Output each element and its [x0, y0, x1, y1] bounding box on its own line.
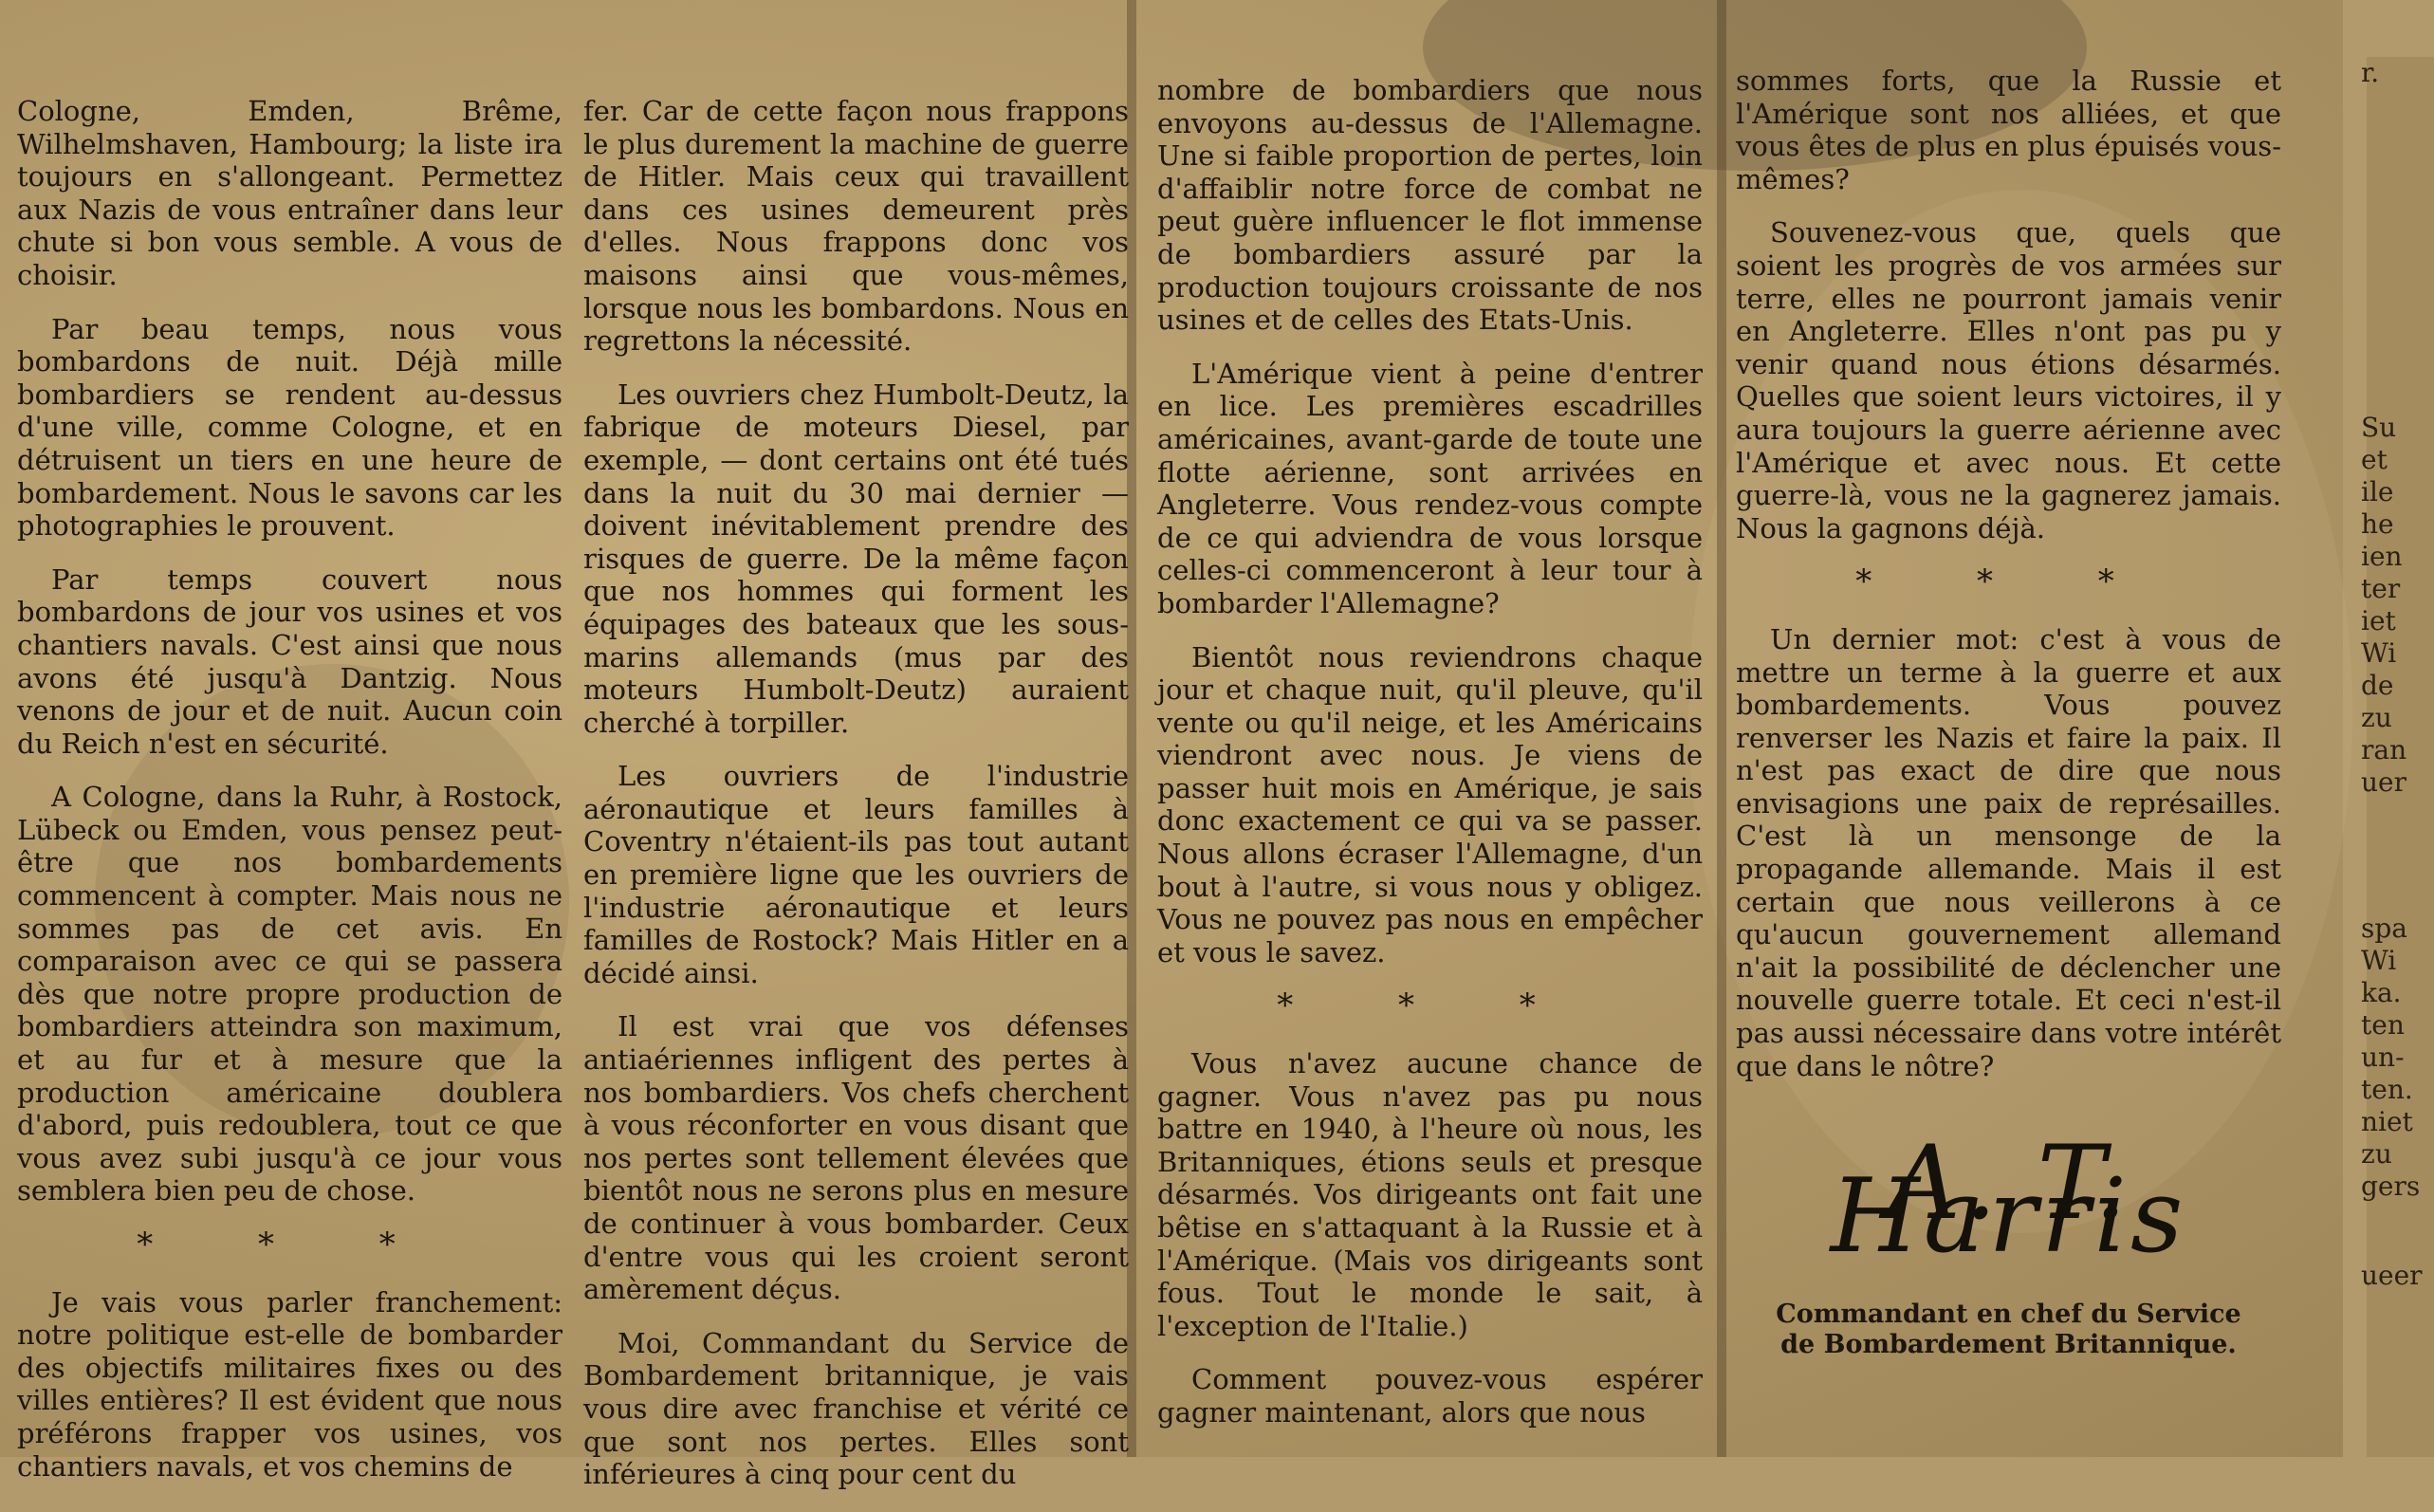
- column-1: [17, 95, 562, 1503]
- paragraph: nombre de bombardiers que nous envoyons au-dessus de l'Allemagne. Une si faible proportion de pertes, loin d'affaiblir notre force de combat ne peut guère influencer le flot immense de bombardiers assuré par la production toujours croissante de nos usines et de celles des Etats-Unis.: [1157, 74, 1703, 337]
- fragment: niet: [2361, 1106, 2413, 1137]
- fragment: zu: [2361, 1138, 2392, 1170]
- paragraph: Comment pouvez-vous espérer gagner maintenant, alors que nous: [1157, 1363, 1703, 1429]
- fragment: he: [2361, 508, 2394, 540]
- fragment: et: [2361, 444, 2388, 475]
- fragment: uer: [2361, 766, 2406, 798]
- paragraph: Moi, Commandant du Service de Bombardement britannique, je vais vous dire avec franchise et vérité ce que sont nos pertes. Elles sont inférieures à cinq pour cent du: [583, 1326, 1129, 1491]
- section-separator: * * *: [137, 1226, 443, 1263]
- fragment: spa: [2361, 913, 2407, 944]
- fragment: ran: [2361, 734, 2407, 765]
- fragment: ka.: [2361, 977, 2402, 1008]
- adjacent-page-edge: [2361, 57, 2434, 1457]
- fragment: Wi: [2361, 945, 2397, 976]
- fragment: ter: [2361, 573, 2401, 604]
- paragraph: Un dernier mot: c'est à vous de mettre un terme à la guerre et aux bombardements. Vous pouvez renverser les Nazis et faire la paix. Il n'est pas exact de dire que nous envisagions une paix de représailles. C'est là un mensonge de la propagande allemande. Mais il est certain que nous veillerons à ce qu'aucun gouvernement allemand n'ait la possibilité de déclencher une nouvelle guerre totale. Et ceci n'est-il pas aussi nécessaire dans votre intérêt que dans le nôtre?: [1736, 622, 2281, 1082]
- fold-crease: [1717, 0, 1726, 1457]
- fragment: Su: [2361, 412, 2397, 443]
- column-4: [1736, 65, 2281, 1360]
- paragraph: fer. Car de cette façon nous frappons le plus durement la machine de guerre de Hitler. Mais ceux qui travaillent dans ces usines demeurent près d'elles. Nous frappons donc vos maisons ainsi que vous-mêmes, lorsque nous les bombardons. Nous en regrettons la nécessité.: [583, 95, 1129, 358]
- signature: A. T. Harris: [1830, 1124, 2187, 1276]
- paragraph: Bientôt nous reviendrons chaque jour et chaque nuit, qu'il pleuve, qu'il vente ou qu'il neige, et les Américains viendront avec nous. Je viens de passer huit mois en Amérique, je sais donc exactement ce qui va se passer. Nous allons écraser l'Allemagne, d'un bout à l'autre, si vous nous y obligez. Vous ne pouvez pas nous en empêcher et vous le savez.: [1157, 640, 1703, 968]
- fragment: ien: [2361, 541, 2403, 572]
- paragraph: Souvenez-vous que, quels que soient les progrès de vos armées sur terre, elles ne pourront jamais venir en Angleterre. Elles n'ont pas pu y venir quand nous étions désarmés. Quelles que soient leurs victoires, il y aura toujours la guerre aérienne avec l'Amérique et avec nous. Et cette guerre-là, vous ne la gagnerez jamais. Nous la gagnons déjà.: [1736, 216, 2281, 544]
- paragraph: Cologne, Emden, Brême, Wilhelmshaven, Hambourg; la liste ira toujours en s'allongeant. Permettez aux Nazis de vous entraîner dans leur chute si bon vous semble. A vous de choisir.: [17, 95, 562, 291]
- fragment: zu: [2361, 702, 2392, 733]
- paragraph: Il est vrai que vos défenses antiaériennes infligent des pertes à nos bombardiers. Vos chefs cherchent à vous réconforter en vous disant que nos pertes sont tellement élevées que bientôt nous ne serons plus en mesure de continuer à vous bombarder. Ceux d'entre vous qui les croient seront amèrement déçus.: [583, 1010, 1129, 1306]
- paragraph: Par beau temps, nous vous bombardons de nuit. Déjà mille bombardiers se rendent au-dessus d'une ville, comme Cologne, et en détruisent un tiers en une heure de bombardement. Nous le savons car les photographies le prouvent.: [17, 312, 562, 543]
- paragraph: sommes forts, que la Russie et l'Amérique sont nos alliées, et que vous êtes de plus en plus épuisés vous-mêmes?: [1736, 65, 2281, 195]
- paragraph: Je vais vous parler franchement: notre politique est-elle de bombarder des objectifs militaires fixes ou des villes entières? Il est évident que nous préférons frapper vos usines, vos chantiers navals, et vos chemins de: [17, 1285, 562, 1483]
- column-3: [1157, 74, 1703, 1450]
- fragment: ile: [2361, 476, 2394, 507]
- caption-line: de Bombardement Britannique.: [1780, 1330, 2237, 1360]
- fragment: ten: [2361, 1009, 2405, 1041]
- fragment: Wi: [2361, 637, 2397, 669]
- fragment: gers: [2361, 1171, 2421, 1202]
- paragraph: L'Amérique vient à peine d'entrer en lice. Les premières escadrilles américaines, avant-garde de toute une flotte aérienne, sont arrivées en Angleterre. Vous rendez-vous compte de ce qui adviendra de vous lorsque celles-ci commenceront à leur tour à bombarder l'Allemagne?: [1157, 357, 1703, 619]
- fragment: ten.: [2361, 1074, 2413, 1105]
- section-separator: * * *: [1277, 986, 1583, 1025]
- fragment: de: [2361, 670, 2394, 701]
- paragraph: Par temps couvert nous bombardons de jour vos usines et vos chantiers navals. C'est ainsi que nous avons été jusqu'à Dantzig. Nous venons de jour et de nuit. Aucun coin du Reich n'est en sécurité.: [17, 562, 562, 760]
- paragraph: Les ouvriers chez Humbolt-Deutz, la fabrique de moteurs Diesel, par exemple, — dont certains ont été tués dans la nuit du 30 mai dernier — doivent inévitablement prendre des risques de guerre. De la même façon que nos hommes qui forment les équipages des bateaux que les sous-marins allemands (mus par des moteurs Humbolt-Deutz) auraient cherché à torpiller.: [583, 378, 1129, 739]
- fragment: ueer: [2361, 1260, 2423, 1291]
- signature-caption: [1736, 1300, 2281, 1360]
- paragraph: Vous n'avez aucune chance de gagner. Vous n'avez pas pu nous battre en 1940, à l'heure où nous, les Britanniques, étions seuls et presque désarmés. Vos dirigeants ont fait une bêtise en s'attaquant à la Russie et à l'Amérique. (Mais vos dirigeants sont fous. Tout le monde le sait, à l'exception de l'Italie.): [1157, 1047, 1703, 1342]
- fragment: r.: [2361, 57, 2380, 88]
- column-2: [583, 95, 1129, 1512]
- paragraph: A Cologne, dans la Ruhr, à Rostock, Lübeck ou Emden, vous pensez peut-être que nos bombardements commencent à compter. Mais nous ne sommes pas de cet avis. En comparaison avec ce qui se passera dès que notre propre production de bombardiers atteindra son maximum, et au fur et à mesure que la production américaine doublera d'abord, puis redoublera, tout ce que vous avez subi jusqu'à ce jour vous semblera bien peu de chose.: [17, 781, 562, 1208]
- fragment: un-: [2361, 1042, 2405, 1073]
- caption-line: Commandant en chef du Service: [1776, 1300, 2241, 1330]
- paragraph: Les ouvriers de l'industrie aéronautique et leurs familles à Coventry n'étaient-ils pas tout autant en première ligne que les ouvriers de l'industrie aéronautique et leurs familles de Rostock? Mais Hitler en a décidé ainsi.: [583, 760, 1129, 989]
- section-separator: * * *: [1855, 562, 2162, 601]
- fragment: iet: [2361, 605, 2396, 636]
